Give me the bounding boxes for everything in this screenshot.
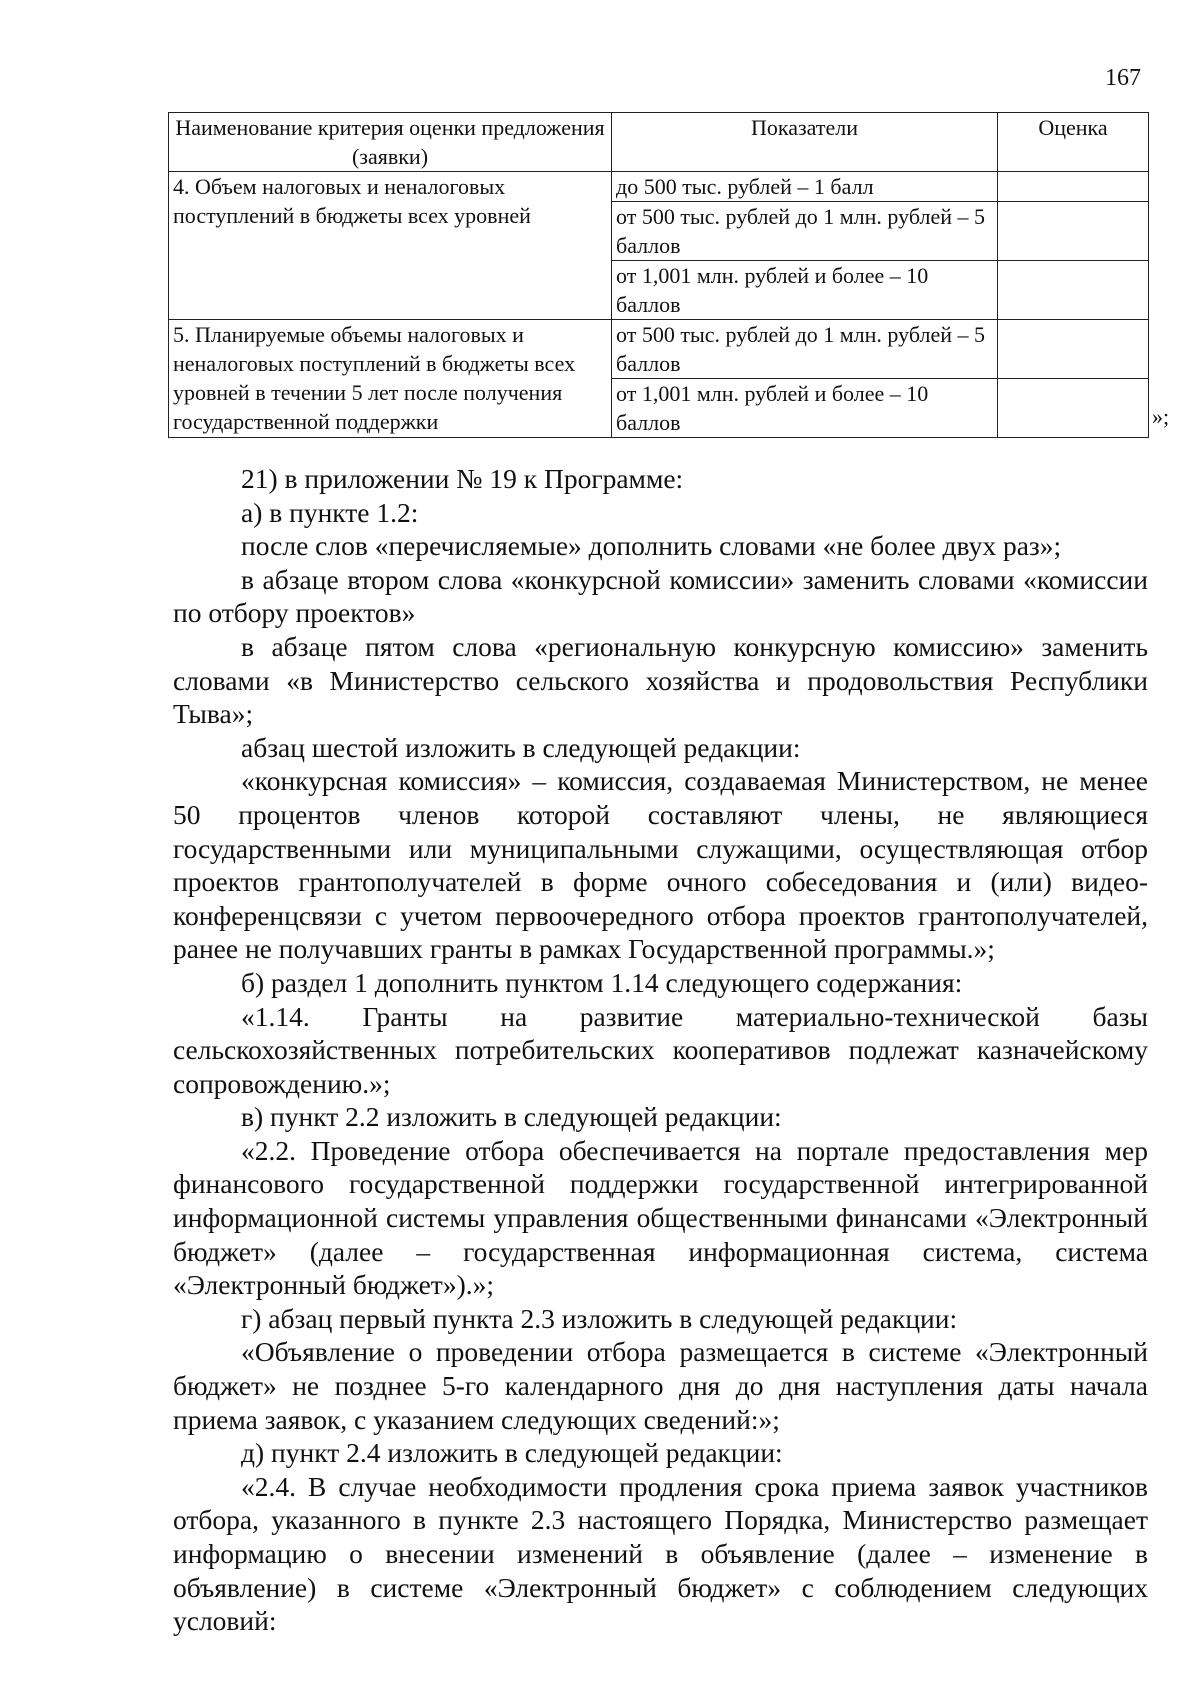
paragraph: в) пункт 2.2 изложить в следующей редакции: bbox=[241, 1101, 782, 1133]
page-number: 167 bbox=[1105, 65, 1141, 91]
score-cell bbox=[998, 172, 1149, 202]
indicator-cell: от 1,001 млн. рублей и более – 10 баллов bbox=[612, 379, 998, 438]
table-row bbox=[169, 320, 1149, 379]
table-header-row bbox=[169, 113, 1149, 172]
criteria-table bbox=[168, 112, 1149, 438]
paragraph: в абзаце пятом слова «региональную конкурсную комиссию» заменить словами «в Министерство сельского хозяйства и продовольствия Республики Тыва»; bbox=[173, 630, 1148, 730]
paragraph: б) раздел 1 дополнить пунктом 1.14 следующего содержания: bbox=[241, 966, 963, 998]
score-cell bbox=[998, 379, 1149, 438]
criterion-name: 5. Планируемые объемы налоговых и неналоговых поступлений в бюджеты всех уровней в течении 5 лет после получения государственной поддержки bbox=[169, 320, 612, 438]
paragraph: г) абзац первый пункта 2.3 изложить в следующей редакции: bbox=[241, 1302, 958, 1334]
indicator-cell: от 1,001 млн. рублей и более – 10 баллов bbox=[612, 261, 998, 320]
column-header-score: Оценка bbox=[998, 113, 1149, 172]
table-row bbox=[169, 172, 1149, 202]
document-body bbox=[173, 462, 1148, 1638]
column-header-criterion: Наименование критерия оценки предложения (заявки) bbox=[169, 113, 612, 172]
paragraph: «Объявление о проведении отбора размещается в системе «Электронный бюджет» не позднее 5-го календарного дня до дня наступления даты начала приема заявок, с указанием следующих сведений:»; bbox=[173, 1336, 1148, 1435]
paragraph: 21) в приложении № 19 к Программе: bbox=[241, 463, 684, 494]
column-header-indicators: Показатели bbox=[612, 113, 998, 172]
paragraph: «1.14. Гранты на развитие материально-технической базы сельскохозяйственных потребительских кооперативов подлежат казначейскому сопровождению.»; bbox=[173, 1000, 1148, 1099]
indicator-cell: от 500 тыс. рублей до 1 млн. рублей – 5 баллов bbox=[612, 320, 998, 379]
paragraph: а) в пункте 1.2: bbox=[241, 496, 419, 528]
score-cell bbox=[998, 320, 1149, 379]
indicator-cell: от 500 тыс. рублей до 1 млн. рублей – 5 баллов bbox=[612, 202, 998, 261]
paragraph: после слов «перечисляемые» дополнить словами «не более двух раз»; bbox=[241, 530, 1062, 562]
indicator-cell: до 500 тыс. рублей – 1 балл bbox=[612, 172, 998, 202]
paragraph: «2.2. Проведение отбора обеспечивается на портале предоставления мер финансового государственной поддержки государственной интегрированной информационной системы управления общественными финансами «Электронный бюджет» (далее – государственная информационная система, система «Электронный бюджет»).»; bbox=[173, 1134, 1148, 1301]
table-closing-quote: »; bbox=[1152, 404, 1170, 429]
paragraph: абзац шестой изложить в следующей редакции: bbox=[241, 731, 801, 763]
paragraph: «2.4. В случае необходимости продления срока приема заявок участников отбора, указанного в пункте 2.3 настоящего Порядка, Министерство размещает информацию о внесении изменений в объявление (далее – изменение в объявление) в системе «Электронный бюджет» с соблюдением следующих условий: bbox=[173, 1470, 1148, 1637]
paragraph: в абзаце втором слова «конкурсной комиссии» заменить словами «комиссии по отбору проектов» bbox=[173, 563, 1148, 629]
score-cell bbox=[998, 261, 1149, 320]
score-cell bbox=[998, 202, 1149, 261]
criterion-name: 4. Объем налоговых и неналоговых поступлений в бюджеты всех уровней bbox=[169, 172, 612, 320]
paragraph: д) пункт 2.4 изложить в следующей редакции: bbox=[241, 1437, 783, 1469]
paragraph: «конкурсная комиссия» – комиссия, создаваемая Министерством, не менее 50 процентов членов которой составляют члены, не являющиеся государственными или муниципальными служащими, осуществляющая отбор проектов грантополучателей в форме очного собеседования и (или) видео-конференцсвязи с учетом первоочередного отбора проектов грантополучателей, ранее не получавших гранты в рамках Государственной программы.»; bbox=[173, 765, 1148, 965]
